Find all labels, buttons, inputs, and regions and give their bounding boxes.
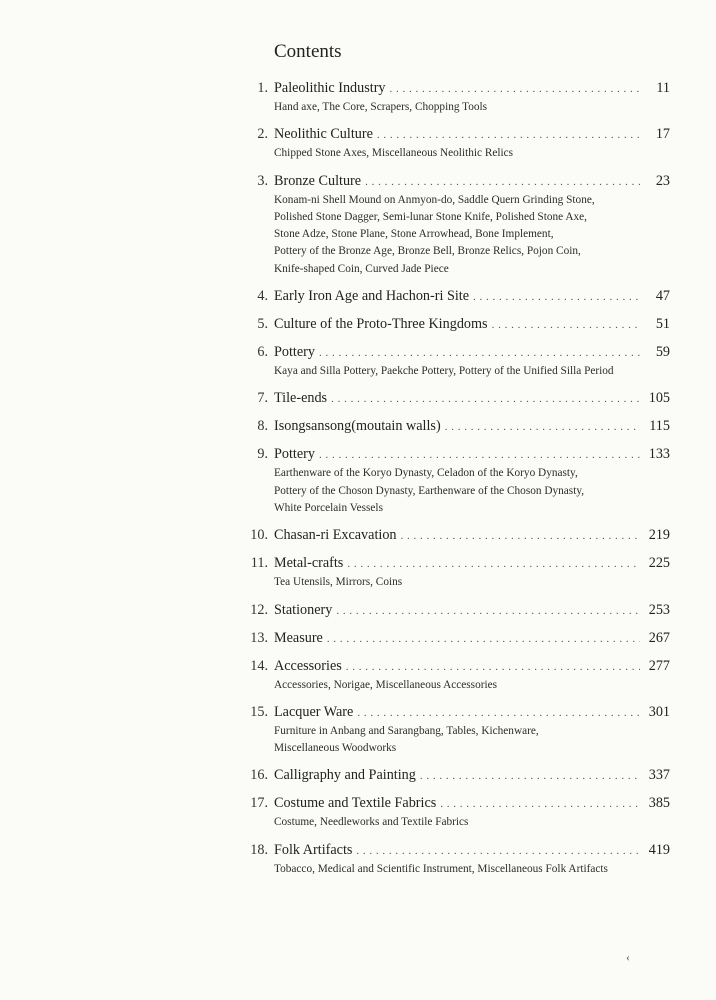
dot-leader [401, 526, 640, 546]
entry-line [240, 444, 670, 464]
entry-page-number: 419 [648, 841, 670, 858]
dot-leader [445, 417, 640, 437]
dot-leader [347, 554, 640, 574]
entry-heading: Lacquer Ware [274, 703, 354, 720]
entry-line [240, 171, 670, 191]
entry-page-number: 253 [648, 601, 670, 618]
entry-page-number: 23 [655, 172, 670, 189]
dot-leader [492, 315, 640, 335]
subtopic-line: Pottery of the Bronze Age, Bronze Bell, Bronze Relics, Pojon Coin, [274, 245, 581, 258]
contents-entry [240, 840, 670, 878]
entry-page-number: 301 [648, 703, 670, 720]
entry-heading-row [274, 840, 670, 861]
entry-number: 11. [250, 555, 268, 572]
dot-leader [440, 794, 640, 814]
entry-number: 6. [257, 344, 268, 361]
entry-number: 5. [257, 316, 268, 333]
entry-heading: Folk Artifacts [274, 841, 353, 858]
contents-entry [240, 793, 670, 831]
subtopic-line: Hand axe, The Core, Scrapers, Chopping Tools [274, 101, 488, 113]
subtopic-line: Konam-ni Shell Mound on Anmyon-do, Saddle Quern Grinding Stone, [274, 193, 595, 206]
entry-line [240, 525, 670, 545]
entry-subtopics [274, 464, 670, 517]
entry-line [240, 416, 670, 436]
entry-heading-row [274, 656, 670, 677]
dot-leader [336, 601, 640, 621]
subtopic-line: White Porcelain Vessels [274, 501, 383, 514]
entry-page-number: 225 [648, 555, 670, 572]
entry-heading-row [274, 600, 670, 621]
entry-subtopics [274, 813, 670, 831]
entry-line [240, 314, 670, 334]
entry-number: 14. [250, 657, 268, 674]
entry-page-number: 47 [655, 288, 670, 305]
contents-entry [240, 416, 670, 436]
contents-entry [240, 656, 670, 694]
entry-page-number: 133 [648, 446, 670, 463]
dot-leader [346, 657, 640, 677]
contents-entry [240, 444, 670, 517]
entry-heading: Metal-crafts [274, 555, 344, 572]
subtopic-line: Pottery of the Choson Dynasty, Earthenware of the Choson Dynasty, [274, 484, 585, 497]
subtopic-line: Tobacco, Medical and Scientific Instrument, Miscellaneous Folk Artifacts [274, 862, 608, 875]
contents-list [240, 78, 670, 886]
entry-heading: Pottery [274, 446, 315, 463]
entry-number: 15. [250, 703, 268, 720]
dot-leader [420, 766, 640, 786]
subtopic-line: Costume, Needleworks and Textile Fabrics [274, 816, 469, 829]
entry-heading-row [274, 702, 670, 723]
subtopic-line: Knife-shaped Coin, Curved Jade Piece [274, 262, 449, 275]
entry-page-number: 277 [648, 657, 670, 674]
subtopic-line: Kaya and Silla Pottery, Paekche Pottery, Pottery of the Unified Silla Period [274, 365, 614, 378]
entry-line [240, 600, 670, 620]
entry-line [240, 656, 670, 676]
subtopic-line: Accessories, Norigae, Miscellaneous Accessories [274, 678, 498, 691]
contents-entry [240, 525, 670, 545]
entry-page-number: 115 [649, 418, 670, 435]
entry-number: 10. [250, 527, 268, 544]
dot-leader [319, 445, 640, 465]
entry-heading-row [274, 124, 670, 145]
entry-line [240, 388, 670, 408]
contents-entry [240, 388, 670, 408]
entry-page-number: 51 [655, 316, 670, 333]
dot-leader [319, 343, 640, 363]
entry-page-number: 267 [648, 629, 670, 646]
entry-subtopics [274, 722, 670, 758]
entry-heading-row [274, 171, 670, 192]
entry-number: 17. [250, 795, 268, 812]
entry-heading-row [274, 628, 670, 649]
subtopic-line: Polished Stone Dagger, Semi-lunar Stone Knife, Polished Stone Axe, [274, 210, 588, 223]
entry-page-number: 59 [655, 344, 670, 361]
dot-leader [390, 79, 640, 99]
entry-number: 12. [250, 601, 268, 618]
entry-heading: Chasan-ri Excavation [274, 527, 397, 544]
entry-line [240, 840, 670, 860]
page-title: Contents [274, 41, 342, 62]
contents-entry [240, 628, 670, 648]
entry-number: 2. [257, 126, 268, 143]
entry-line [240, 628, 670, 648]
entry-heading-row [274, 388, 670, 409]
subtopic-line: Tea Utensils, Mirrors, Coins [274, 576, 403, 589]
entry-line [240, 793, 670, 813]
entry-page-number: 11 [656, 80, 670, 96]
entry-line [240, 702, 670, 722]
entry-subtopics [274, 362, 670, 380]
dot-leader [327, 629, 640, 649]
contents-entry [240, 553, 670, 591]
entry-line [240, 124, 670, 144]
subtopic-line: Earthenware of the Koryo Dynasty, Celadon of the Koryo Dynasty, [274, 467, 578, 480]
subtopic-line: Chipped Stone Axes, Miscellaneous Neolithic Relics [274, 147, 514, 160]
entry-heading-row [274, 314, 670, 335]
entry-heading: Calligraphy and Painting [274, 767, 416, 784]
contents-entry [240, 171, 670, 278]
entry-heading: Neolithic Culture [274, 126, 373, 143]
entry-line [240, 286, 670, 306]
entry-number: 7. [257, 390, 268, 407]
subtopic-line: Stone Adze, Stone Plane, Stone Arrowhead, Bone Implement, [274, 228, 554, 241]
entry-page-number: 219 [648, 527, 670, 544]
entry-heading: Pottery [274, 344, 315, 361]
entry-heading-row [274, 793, 670, 814]
entry-subtopics [274, 573, 670, 591]
entry-number: 3. [257, 172, 268, 189]
entry-heading: Accessories [274, 657, 342, 674]
dot-leader [331, 389, 640, 409]
entry-heading-row [274, 342, 670, 363]
entry-subtopics [274, 191, 670, 278]
dot-leader [357, 703, 640, 723]
entry-subtopics [274, 676, 670, 694]
contents-entry [240, 600, 670, 620]
entry-page-number: 337 [648, 767, 670, 784]
contents-entry [240, 314, 670, 334]
entry-subtopics [274, 98, 670, 116]
entry-heading-row [274, 78, 670, 99]
entry-heading-row [274, 553, 670, 574]
entry-number: 16. [250, 767, 268, 784]
subtopic-line: Furniture in Anbang and Sarangbang, Tables, Kichenware, [274, 724, 539, 737]
entry-page-number: 385 [648, 795, 670, 812]
entry-line [240, 78, 670, 98]
entry-heading: Stationery [274, 601, 333, 618]
entry-number: 8. [257, 418, 268, 435]
contents-entry [240, 342, 670, 380]
entry-heading-row [274, 416, 670, 437]
entry-heading: Early Iron Age and Hachon-ri Site [274, 288, 470, 305]
entry-heading: Bronze Culture [274, 172, 362, 189]
entry-subtopics [274, 860, 670, 878]
contents-entry [240, 286, 670, 306]
subtopic-line: Miscellaneous Woodworks [274, 742, 397, 755]
entry-subtopics [274, 144, 670, 162]
entry-heading: Culture of the Proto-Three Kingdoms [274, 316, 488, 333]
contents-entry [240, 702, 670, 758]
entry-heading: Measure [274, 629, 323, 646]
dot-leader [473, 287, 640, 307]
entry-number: 1. [257, 80, 268, 96]
entry-heading: Isongsansong(moutain walls) [274, 418, 441, 435]
dot-leader [365, 172, 640, 192]
dot-leader [356, 841, 640, 861]
entry-number: 13. [250, 629, 268, 646]
corner-mark: ‹ [626, 950, 630, 964]
entry-page-number: 105 [648, 390, 670, 407]
contents-entry [240, 78, 670, 116]
entry-number: 9. [257, 446, 268, 463]
entry-heading-row [274, 525, 670, 546]
entry-page-number: 17 [655, 126, 670, 143]
contents-entry [240, 124, 670, 162]
entry-heading: Tile-ends [274, 390, 328, 407]
entry-heading: Paleolithic Industry [274, 80, 386, 96]
entry-line [240, 342, 670, 362]
entry-number: 4. [257, 288, 268, 305]
entry-heading-row [274, 765, 670, 786]
contents-entry [240, 765, 670, 785]
entry-line [240, 765, 670, 785]
entry-heading-row [274, 286, 670, 307]
entry-number: 18. [250, 841, 268, 858]
dot-leader [377, 125, 640, 145]
entry-heading-row [274, 444, 670, 465]
entry-heading: Costume and Textile Fabrics [274, 795, 437, 812]
entry-line [240, 553, 670, 573]
